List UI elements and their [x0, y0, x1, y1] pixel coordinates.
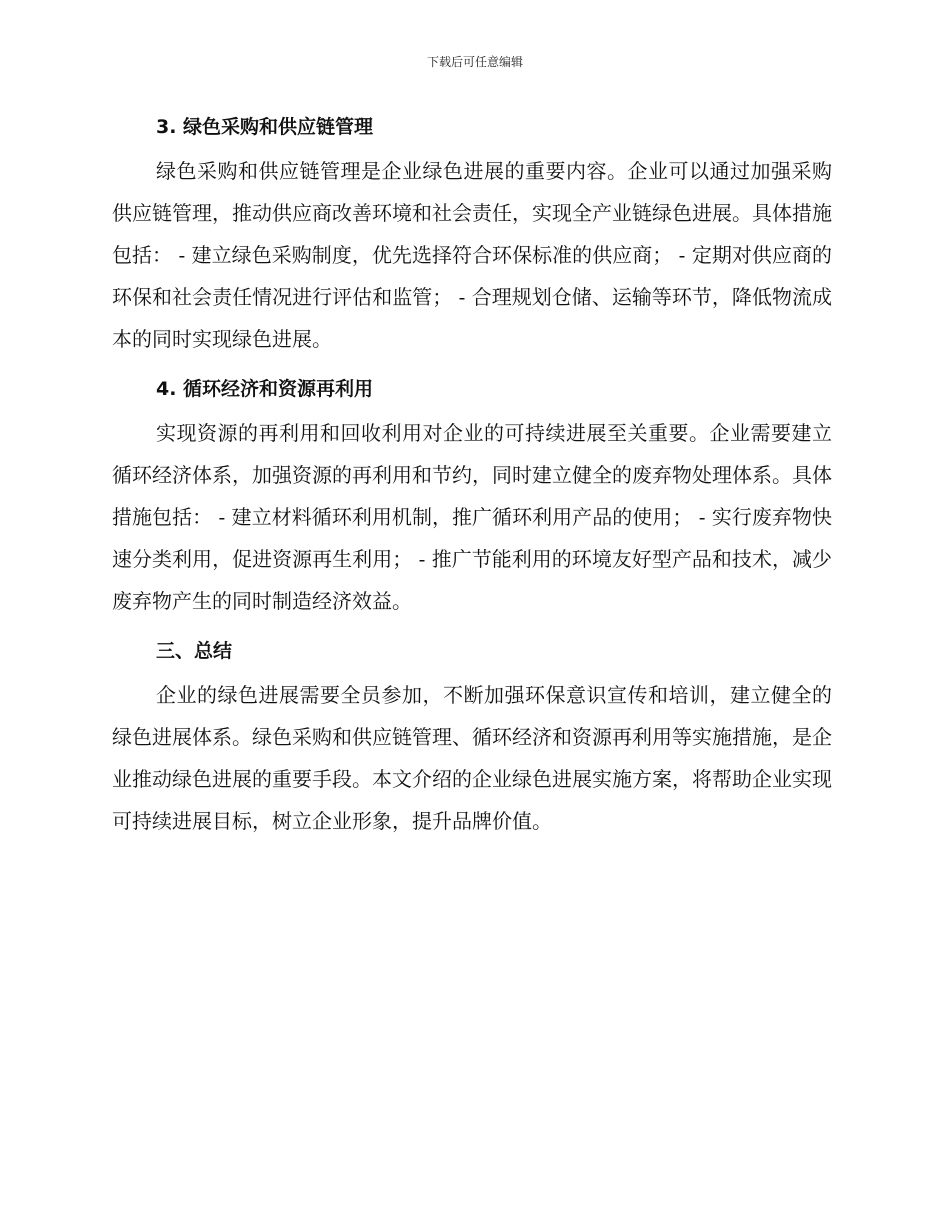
section-heading-circular-economy: 4. 循环经济和资源再利用 — [156, 378, 374, 400]
section-heading-green-procurement: 3. 绿色采购和供应链管理 — [156, 116, 374, 138]
paragraph-green-procurement: 绿色采购和供应链管理是企业绿色进展的重要内容。企业可以通过加强采购供应链管理，推动供应商改善环境和社会责任，实现全产业链绿色进展。具体措施包括： - 建立绿色采购制度，优先选择符合环保标准的供应商； - 定期对供应商的环保和社会责任情况进行评估和监管； - 合理规划仓储、运输等环节，降低物流成本的同时实现绿色进展。 — [112, 159, 832, 351]
page-header-note: 下载后可任意编辑 — [426, 55, 523, 69]
paragraph-circular-economy: 实现资源的再利用和回收利用对企业的可持续进展至关重要。企业需要建立循环经济体系，加强资源的再利用和节约，同时建立健全的废弃物处理体系。具体措施包括： - 建立材料循环利用机制，推广循环利用产品的使用； - 实行废弃物快速分类利用，促进资源再生利用； - 推广节能利用的环境友好型产品和技术，减少废弃物产生的同时制造经济效益。 — [112, 421, 832, 613]
section-heading-summary: 三、总结 — [156, 640, 233, 662]
document-body — [112, 109, 832, 853]
paragraph-summary: 企业的绿色进展需要全员参加，不断加强环保意识宣传和培训，建立健全的绿色进展体系。绿色采购和供应链管理、循环经济和资源再利用等实施措施，是企业推动绿色进展的重要手段。本文介绍的企业绿色进展实施方案，将帮助企业实现可持续进展目标，树立企业形象，提升品牌价值。 — [112, 683, 832, 833]
